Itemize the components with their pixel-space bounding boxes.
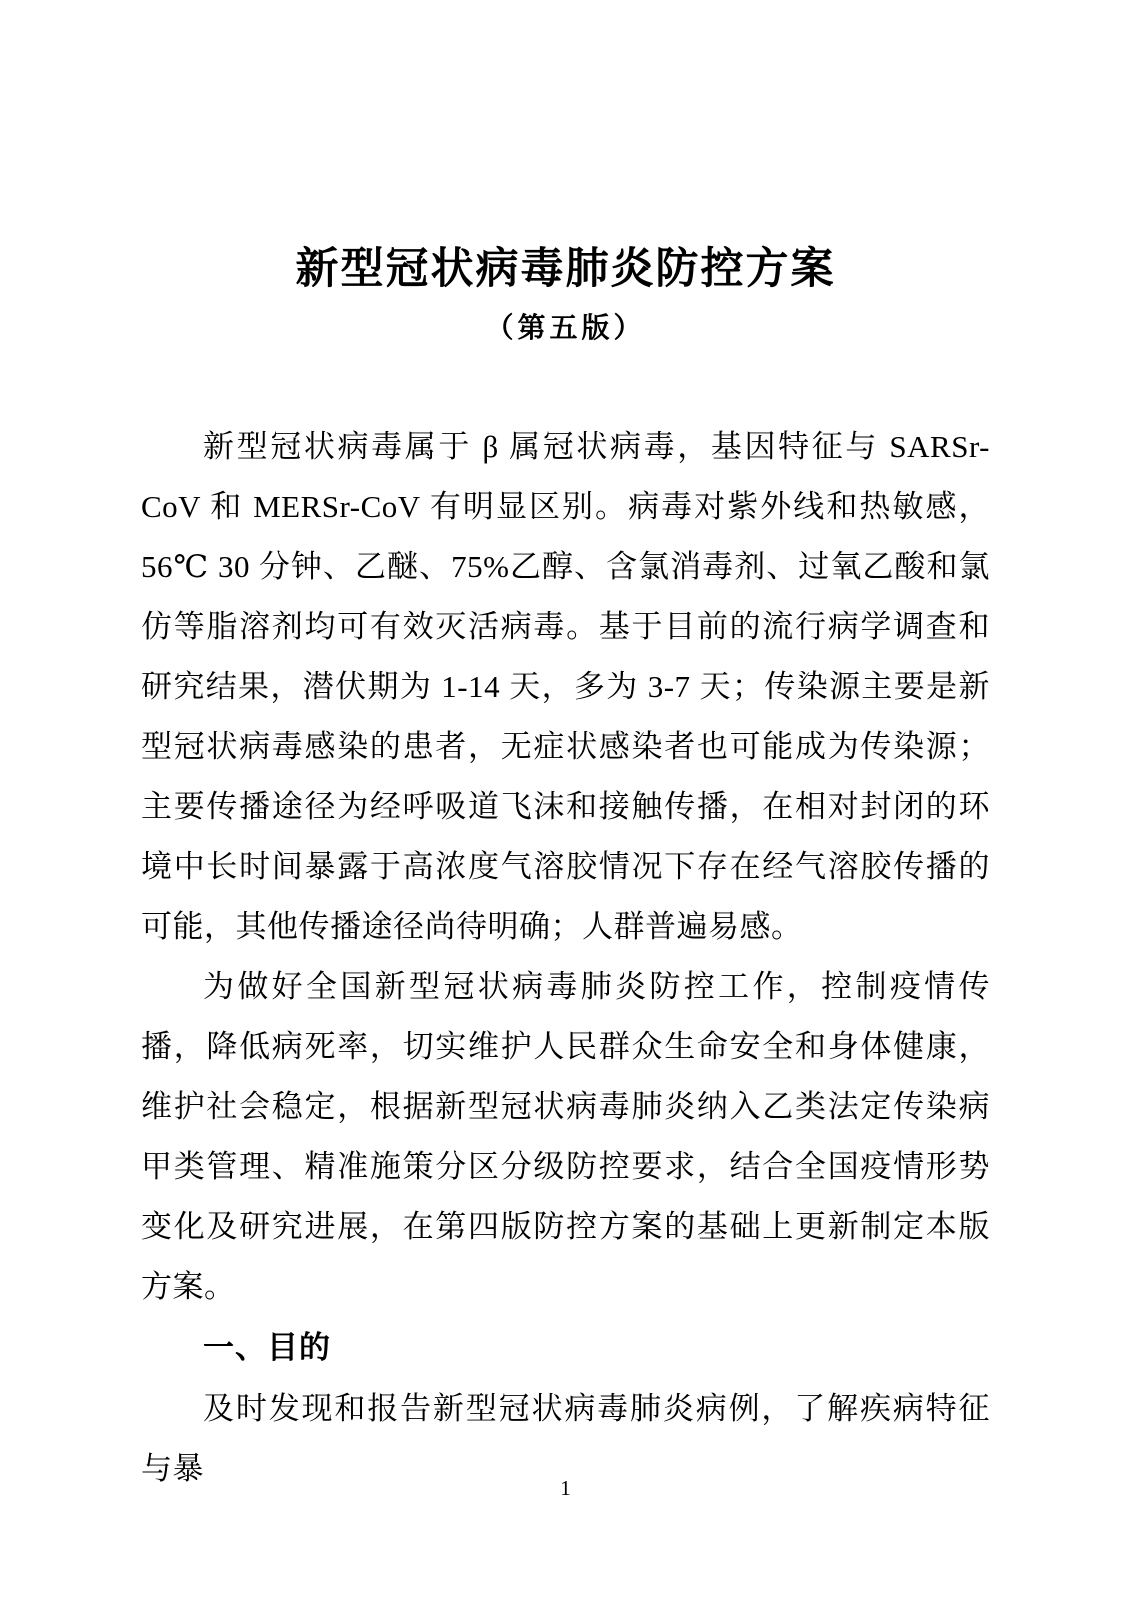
document-title: 新型冠状病毒肺炎防控方案 [295, 246, 836, 293]
document-body [141, 417, 990, 1499]
paragraph-virus-characteristics: 新型冠状病毒属于 β 属冠状病毒，基因特征与 SARSr-CoV 和 MERSr-CoV 有明显区别。病毒对紫外线和热敏感，56℃ 30 分钟、乙醚、75%乙醇、含氯消毒剂、过氧乙酸和氯仿等脂溶剂均可有效灭活病毒。基于目前的流行病学调查和研究结果，潜伏期为 1-14 天，多为 3-7 天；传染源主要是新型冠状病毒感染的患者，无症状感染者也可能成为传染源；主要传播途径为经呼吸道飞沫和接触传播，在相对封闭的环境中长时间暴露于高浓度气溶胶情况下存在经气溶胶传播的可能，其他传播途径尚待明确；人群普遍易感。 [141, 429, 990, 945]
section-heading-purpose: 一、目的 [203, 1330, 331, 1366]
document-subtitle: （第五版） [485, 312, 646, 344]
page-number: 1 [560, 1476, 571, 1500]
paragraph-purpose-intro: 及时发现和报告新型冠状病毒肺炎病例，了解疾病特征与暴 [141, 1391, 990, 1487]
paragraph-plan-background: 为做好全国新型冠状病毒肺炎防控工作，控制疫情传播，降低病死率，切实维护人民群众生命安全和身体健康，维护社会稳定，根据新型冠状病毒肺炎纳入乙类法定传染病甲类管理、精准施策分区分级防控要求，结合全国疫情形势变化及研究进展，在第四版防控方案的基础上更新制定本版方案。 [141, 969, 990, 1305]
